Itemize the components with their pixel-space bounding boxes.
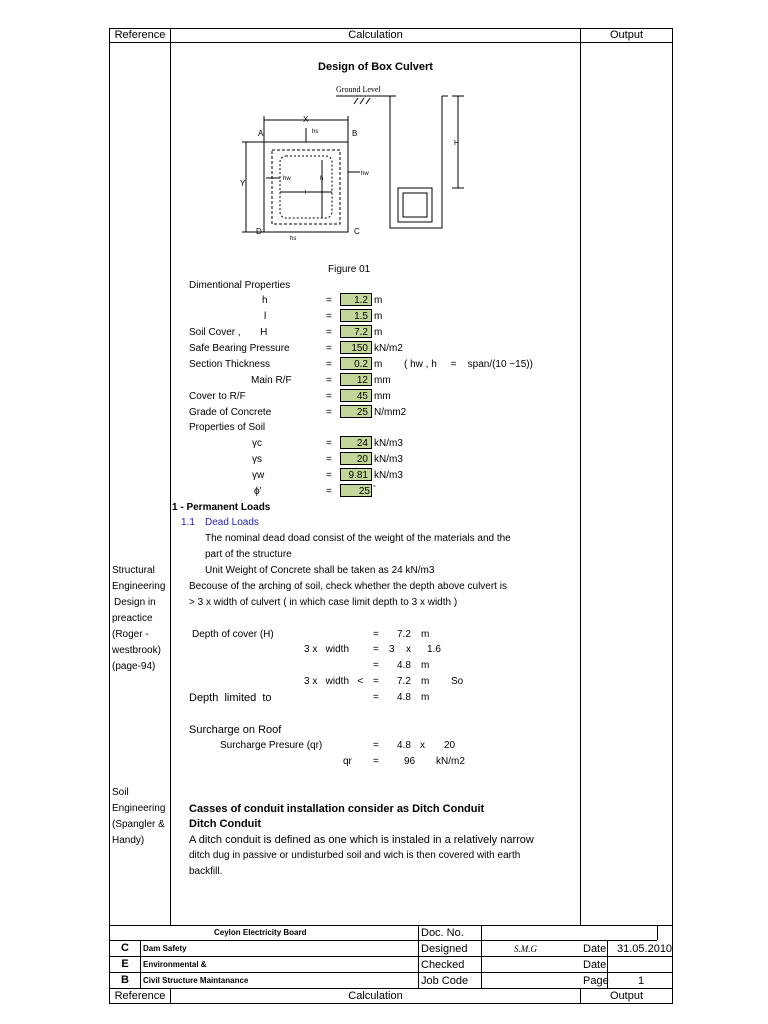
page-title: Design of Box Culvert (318, 61, 433, 73)
dead-loads-p3: Unit Weight of Concrete shall be taken as 24 kN/m3 (205, 565, 435, 576)
concrete-grade-eq: = (326, 407, 332, 418)
compare-label: 3 x width < (304, 676, 364, 687)
date-label: Date (583, 943, 607, 955)
section-thickness-label: Section Thickness (189, 359, 270, 370)
ref1-line: westbrook) (112, 645, 161, 656)
section-permanent-loads: 1 - Permanent Loads (172, 502, 271, 513)
gamma-s-eq: = (326, 454, 332, 465)
hs-top-label: hs (312, 129, 319, 135)
section-thickness-unit: m (374, 359, 383, 370)
dim-x-label: X (303, 115, 309, 124)
ref1-line: Structural (112, 565, 155, 576)
three-width-a: 3 (389, 644, 395, 655)
l-inner-label: l (305, 190, 307, 196)
section-thickness-note: ( hw , h = span/(10 ~15)) (404, 359, 533, 370)
frame-bottom (109, 1003, 673, 1004)
dim-l-eq: = (326, 311, 332, 322)
ditch-subheading: Ditch Conduit (189, 818, 262, 830)
three-width-result-eq: = (373, 660, 379, 671)
concrete-grade-unit: N/mm2 (374, 407, 407, 418)
gamma-w-unit: kN/m3 (374, 470, 403, 481)
surcharge-pressure-label: Surcharge Presure (qr) (220, 740, 323, 751)
cover-rf-eq: = (326, 391, 332, 402)
footer-reference: Reference (114, 990, 166, 1002)
header-calculation: Calculation (348, 29, 403, 41)
dim-h-value[interactable]: 1.2 (340, 293, 372, 306)
surcharge-b: 20 (444, 740, 456, 751)
three-width-result-unit: m (421, 660, 430, 671)
subsection-number: 1.1 (181, 517, 195, 528)
cover-rf-unit: mm (374, 391, 391, 402)
dead-loads-p2: part of the structure (205, 549, 292, 560)
footer-row-line (109, 956, 673, 957)
footer-row-line (109, 972, 673, 973)
header-reference: Reference (114, 29, 166, 41)
footer-top (109, 925, 673, 926)
dim-props-heading: Dimentional Properties (189, 280, 291, 291)
job-code-label: Job Code (421, 975, 469, 987)
depth-cover-value: 7.2 (397, 629, 411, 640)
qr-label: qr (343, 756, 352, 767)
checked-label: Checked (421, 959, 465, 971)
bearing-pressure-value[interactable]: 150 (340, 341, 372, 354)
hw-left-label: hw (283, 176, 291, 182)
gamma-s-unit: kN/m3 (374, 454, 403, 465)
three-width-result: 4.8 (397, 660, 411, 671)
frame-header-bottom (109, 42, 673, 43)
ceb-letter-c: C (121, 942, 129, 954)
surcharge-heading: Surcharge on Roof (189, 724, 282, 736)
surcharge-x: x (420, 740, 425, 751)
bearing-pressure-label: Safe Bearing Pressure (189, 343, 290, 354)
frame-left (109, 28, 110, 1004)
ditch-p2: ditch dug in passive or undisturbed soil and wich is then covered with earth (189, 850, 521, 861)
corner-b-label: B (352, 129, 358, 138)
compare-eq: = (373, 676, 379, 687)
figure-caption: Figure 01 (328, 264, 371, 275)
three-width-x: x (406, 644, 411, 655)
col-output-divider (580, 28, 581, 925)
main-rf-unit: mm (374, 375, 391, 386)
ground-level-label: Ground Level (336, 85, 381, 94)
dim-h-unit: m (374, 295, 383, 306)
bearing-pressure-unit: kN/m2 (374, 343, 403, 354)
footer-dept-1: Dam Safety (143, 944, 187, 953)
ref2-line: (Spangler & (112, 819, 165, 830)
phi-eq: = (326, 486, 332, 497)
dim-l-unit: m (374, 311, 383, 322)
footer-calculation: Calculation (348, 990, 403, 1002)
footer-col-line (140, 940, 141, 988)
cover-rf-label: Cover to R/F (189, 391, 246, 402)
depth-limited-eq: = (373, 692, 379, 703)
qr-value: 96 (404, 756, 416, 767)
footer-output: Output (609, 990, 644, 1002)
arching-p2: > 3 x width of culvert ( in which case limit depth to 3 x width ) (189, 597, 458, 608)
phi-unit: ° (373, 485, 376, 492)
doc-no-label: Doc. No. (421, 927, 464, 939)
section-thickness-value[interactable]: 0.2 (340, 357, 372, 370)
hs-bottom-label: hs (290, 236, 297, 242)
ref2-line: Soil (112, 787, 129, 798)
surcharge-eq: = (373, 740, 379, 751)
ref1-line: (page-94) (112, 661, 156, 672)
gamma-c-value[interactable]: 24 (340, 436, 372, 449)
section-thickness-eq: = (326, 359, 332, 370)
phi-value[interactable]: 25 (340, 484, 372, 497)
depth-cover-eq: = (373, 629, 379, 640)
footer-col-line (481, 925, 482, 988)
cover-rf-value[interactable]: 45 (340, 389, 372, 402)
ref1-line: (Roger - (112, 629, 149, 640)
subsection-dead-loads: Dead Loads (205, 517, 259, 528)
corner-c-label: C (354, 227, 360, 236)
dim-l-label: l (264, 311, 267, 322)
footer-row-line (109, 988, 673, 989)
qr-eq: = (373, 756, 379, 767)
gamma-c-label: γc (252, 438, 262, 449)
ditch-heading: Casses of conduit installation consider as Ditch Conduit (189, 803, 485, 815)
header-output: Output (609, 29, 644, 41)
footer-dept-2: Environmental & (143, 960, 207, 969)
depth-limited-value: 4.8 (397, 692, 411, 703)
dim-h-eq: = (326, 295, 332, 306)
dead-loads-p1: The nominal dead doad consist of the weight of the materials and the (205, 533, 511, 544)
surcharge-a: 4.8 (397, 740, 411, 751)
ref1-line: Design in (114, 597, 156, 608)
corner-a-label: A (258, 129, 264, 138)
gamma-w-value[interactable]: 9.81 (340, 468, 372, 481)
three-width-eq: = (373, 644, 379, 655)
ceb-letter-b: B (121, 974, 129, 986)
main-rf-value[interactable]: 12 (340, 373, 372, 386)
hw-right-label: hw (361, 171, 369, 177)
page-label: Page (583, 975, 609, 987)
compare-unit: m (421, 676, 430, 687)
designed-label: Designed (421, 943, 468, 955)
footer-dept-3: Civil Structure Maintanance (143, 976, 249, 985)
footer-row-line (109, 940, 657, 941)
footer-col-line (657, 925, 658, 940)
depth-cover-unit: m (421, 629, 430, 640)
footer-col-line (418, 925, 419, 988)
main-rf-eq: = (326, 375, 332, 386)
soil-cover-unit: m (374, 327, 383, 338)
compare-so: So (451, 676, 464, 687)
ref1-line: Engineering (112, 581, 166, 592)
depth-cover-label: Depth of cover (H) (192, 629, 274, 640)
box-culvert-figure (236, 80, 486, 245)
depth-limited-unit: m (421, 692, 430, 703)
frame-right (672, 28, 673, 1004)
footer-org: Ceylon Electricity Board (214, 928, 307, 937)
ref2-line: Engineering (112, 803, 166, 814)
h-inner-label: h (320, 176, 324, 182)
ditch-p1: A ditch conduit is defined as one which is instaled in a relatively narrow (189, 834, 534, 846)
ceb-letter-e: E (121, 958, 129, 970)
bearing-pressure-eq: = (326, 343, 332, 354)
soil-cover-label: Soil Cover , H (189, 327, 268, 338)
arching-p1: Becouse of the arching of soil, check whether the depth above culvert is (189, 581, 507, 592)
ref1-line: preactice (112, 613, 153, 624)
qr-unit: kN/m2 (436, 756, 465, 767)
ditch-p3: backfill. (189, 866, 223, 877)
gamma-w-label: γw (252, 470, 265, 481)
col-ref-divider (170, 28, 171, 925)
compare-value: 7.2 (397, 676, 411, 687)
page-value: 1 (638, 975, 645, 987)
gamma-c-unit: kN/m3 (374, 438, 403, 449)
main-rf-label: Main R/F (251, 375, 292, 386)
corner-d-label: D (256, 227, 262, 236)
dim-l-value[interactable]: 1.5 (340, 309, 372, 322)
depth-limited-label: Depth limited to (189, 692, 272, 704)
soil-cover-eq: = (326, 327, 332, 338)
date-value: 31.05.2010 (617, 943, 673, 955)
three-width-b: 1.6 (427, 644, 441, 655)
designed-by: S.M.G (514, 944, 537, 954)
dim-y-label: Y (240, 179, 246, 188)
three-width-label: 3 x width (304, 644, 350, 655)
gamma-s-value[interactable]: 20 (340, 452, 372, 465)
ref2-line: Handy) (112, 835, 145, 846)
H-trench-label: H (454, 140, 460, 147)
soil-props-heading: Properties of Soil (189, 422, 266, 433)
date2-label: Date (583, 959, 607, 971)
phi-label: ϕ' (254, 486, 262, 497)
concrete-grade-value[interactable]: 25 (340, 405, 372, 418)
gamma-s-label: γs (252, 454, 262, 465)
soil-cover-value[interactable]: 7.2 (340, 325, 372, 338)
gamma-w-eq: = (326, 470, 332, 481)
gamma-c-eq: = (326, 438, 332, 449)
dim-h-label: h (262, 295, 268, 306)
concrete-grade-label: Grade of Concrete (189, 407, 272, 418)
